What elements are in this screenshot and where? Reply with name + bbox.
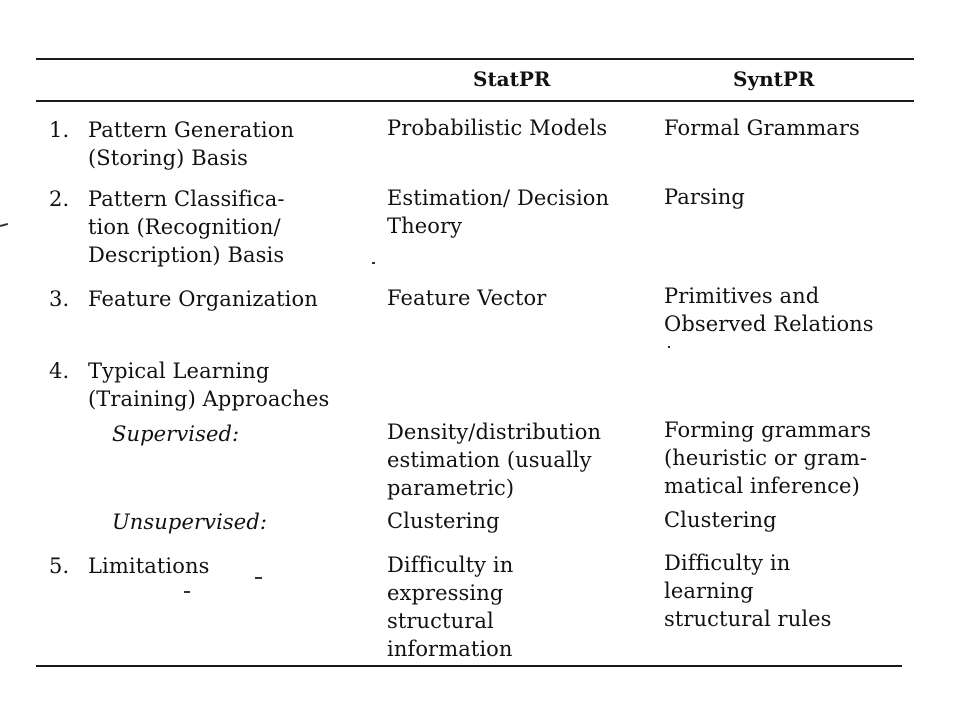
row-label-line: tion (Recognition/ [88, 215, 281, 239]
statpr-cell-line: information [387, 637, 513, 661]
row-label-line: Pattern Generation [88, 118, 295, 142]
sublabel-supervised: Supervised: [112, 422, 240, 446]
row-number: 5. [49, 554, 70, 578]
syntpr-cell-line: Forming grammars [664, 418, 872, 442]
row-label-line: Feature Organization [88, 287, 318, 311]
syntpr-cell-line: Clustering [664, 508, 777, 532]
row-label-line: Limitations [88, 554, 210, 578]
header-statpr: StatPR [473, 67, 551, 91]
syntpr-cell-line: Primitives and [664, 284, 820, 308]
row-number: 4. [49, 359, 70, 383]
row-label-line: Pattern Classifica- [88, 187, 285, 211]
scan-speck [255, 577, 262, 579]
header-rule [36, 100, 914, 102]
syntpr-cell-line: learning [664, 579, 754, 603]
statpr-cell-line: Estimation/ Decision [387, 186, 610, 210]
row-label-line: (Storing) Basis [88, 146, 248, 170]
row-label-line: (Training) Approaches [88, 387, 330, 411]
row-label-line: Typical Learning [88, 359, 270, 383]
bottom-rule [36, 665, 902, 667]
syntpr-cell-line: (heuristic or gram- [664, 446, 868, 470]
scan-speck [184, 591, 190, 593]
syntpr-cell-line: Observed Relations [664, 312, 874, 336]
statpr-cell-line: Clustering [387, 509, 500, 533]
syntpr-cell-line: structural rules [664, 607, 832, 631]
scan-speck [0, 223, 8, 227]
row-number: 3. [49, 287, 70, 311]
statpr-cell-line: Theory [387, 214, 463, 238]
top-rule [36, 58, 914, 60]
statpr-cell-line: expressing [387, 581, 504, 605]
sublabel-unsupervised: Unsupervised: [112, 510, 268, 534]
syntpr-cell-line: matical inference) [664, 474, 860, 498]
row-label-line: Description) Basis [88, 243, 285, 267]
statpr-cell-line: Feature Vector [387, 286, 547, 310]
syntpr-cell-line: Difficulty in [664, 551, 791, 575]
scan-speck [372, 262, 375, 264]
statpr-cell-line: Difficulty in [387, 553, 514, 577]
header-syntpr: SyntPR [733, 67, 815, 91]
statpr-cell-line: parametric) [387, 476, 515, 500]
statpr-cell-line: structural [387, 609, 494, 633]
syntpr-cell-line: Parsing [664, 185, 745, 209]
statpr-cell-line: estimation (usually [387, 448, 592, 472]
row-number: 2. [49, 187, 70, 211]
scan-speck [668, 346, 670, 348]
statpr-cell-line: Probabilistic Models [387, 116, 608, 140]
syntpr-cell-line: Formal Grammars [664, 116, 860, 140]
row-number: 1. [49, 118, 70, 142]
statpr-cell-line: Density/distribution [387, 420, 602, 444]
